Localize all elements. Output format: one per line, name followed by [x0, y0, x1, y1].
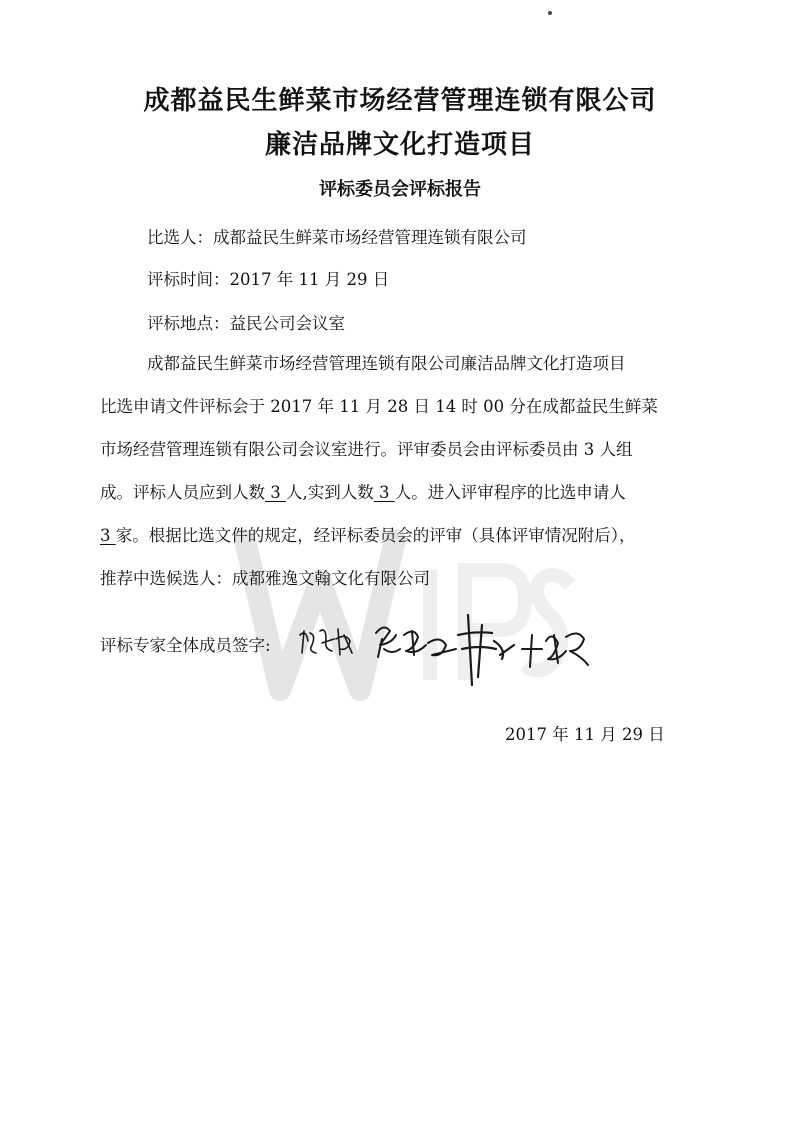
signature-label: 评标专家全体成员签字:: [100, 636, 271, 655]
body-line-6: 推荐中选候选人：成都雅逸文翰文化有限公司: [100, 569, 430, 588]
signature-3: [458, 615, 514, 685]
signature-1: [300, 629, 352, 655]
body-line-3: 市场经营管理连锁有限公司会议室进行。评审委员会由评标委员由 3 人组: [100, 440, 633, 459]
attendance-required: 3: [265, 483, 286, 502]
scan-dot: [548, 11, 552, 15]
handwritten-signatures: [296, 605, 596, 690]
body-text: 人,实到人数: [286, 483, 374, 502]
body-text: 家。根据比选文件的规定，经评标委员会的评审（具体评审情况附后），: [115, 526, 636, 545]
attendance-actual: 3: [373, 483, 395, 502]
body-line-1: 成都益民生鲜菜市场经营管理连锁有限公司廉洁品牌文化打造项目: [147, 354, 626, 373]
eval-place-line: 评标地点：益民公司会议室: [147, 314, 345, 333]
body-text: 人。进入评审程序的比选申请人: [394, 483, 626, 502]
body-text: 成。评标人员应到人数: [100, 483, 265, 502]
page-title: 成都益民生鲜菜市场经营管理连锁有限公司: [143, 86, 657, 116]
bidder-line: 比选人：成都益民生鲜菜市场经营管理连锁有限公司: [147, 228, 527, 247]
page-title-line-2: 廉洁品牌文化打造项目: [264, 130, 535, 160]
eval-time-line: 评标时间：2017 年 11 月 29 日: [147, 270, 390, 289]
body-line-4: [100, 479, 626, 503]
body-line-5: [100, 522, 636, 546]
applicant-count: 3: [100, 526, 116, 545]
footer-date: 2017 年 11 月 29 日: [505, 725, 665, 744]
report-subtitle: 评标委员会评标报告: [319, 179, 481, 200]
signature-2: [376, 627, 456, 657]
signature-4: [522, 633, 588, 667]
body-line-2: 比选申请文件评标会于 2017 年 11 月 28 日 14 时 00 分在成都益民生鲜菜: [100, 397, 658, 416]
